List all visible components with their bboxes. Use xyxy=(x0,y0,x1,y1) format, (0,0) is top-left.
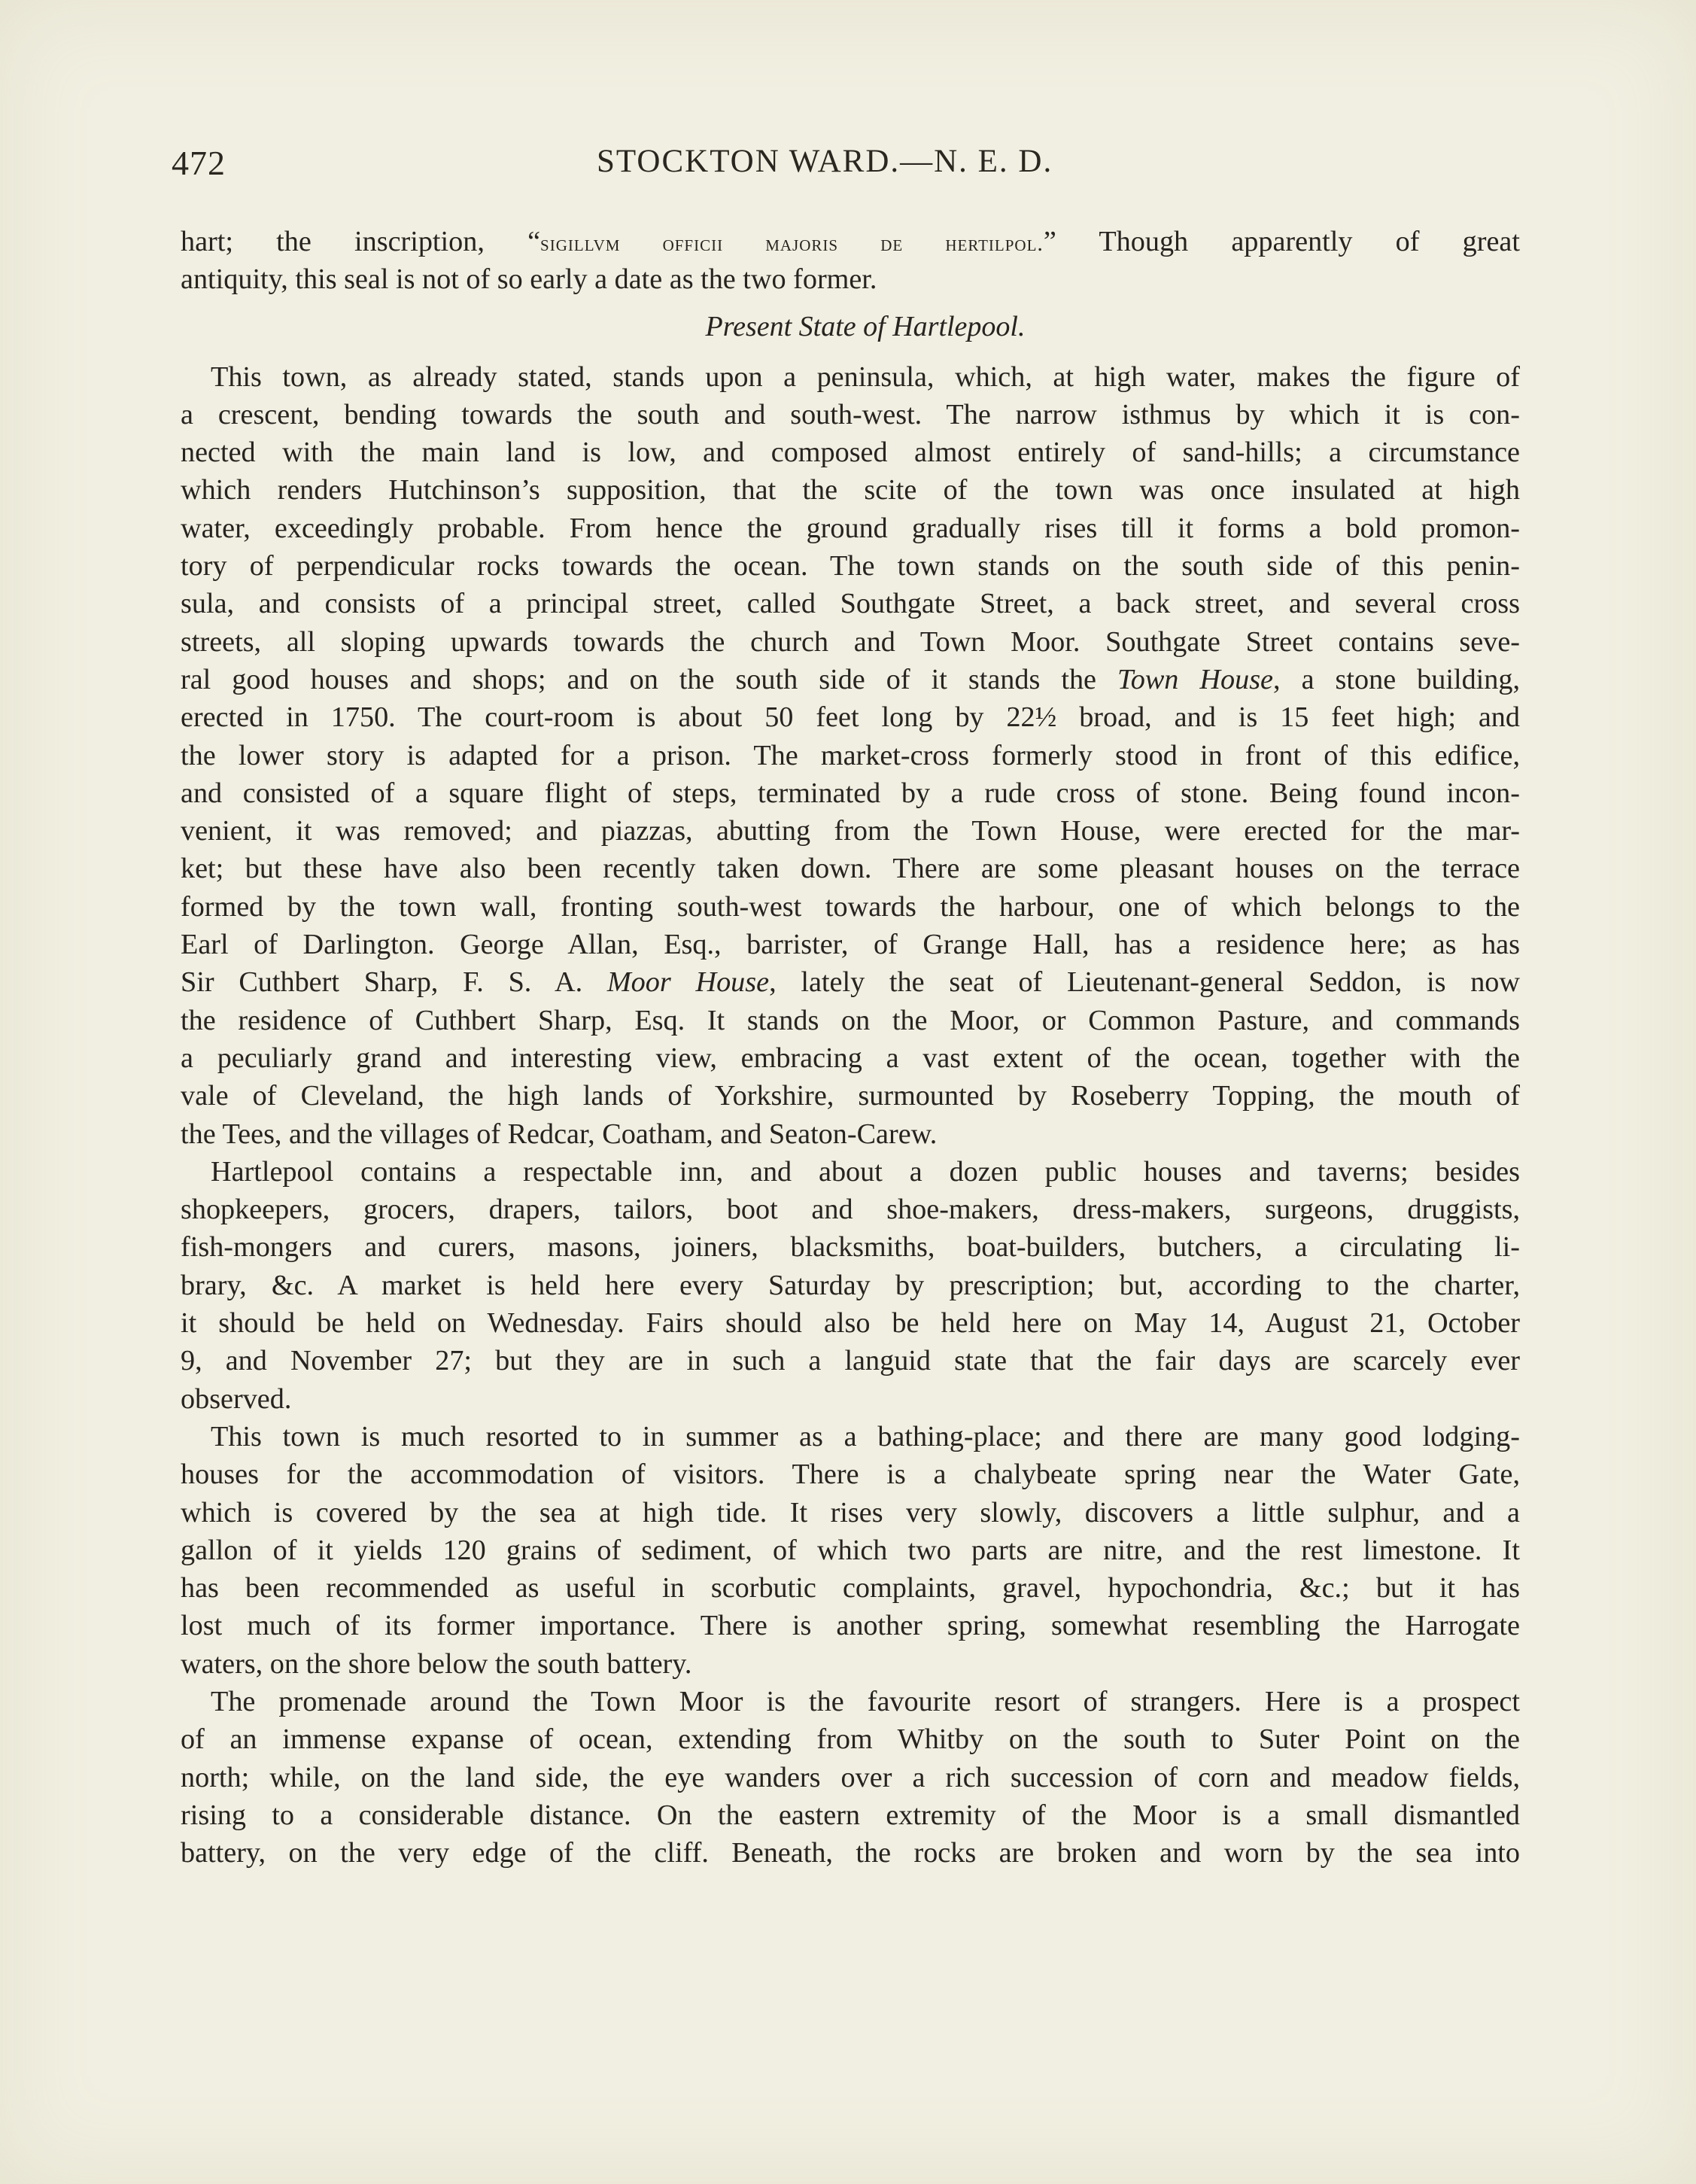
page-header xyxy=(172,143,1518,196)
text-line: tory of perpendicular rocks towards the ocean. The town stands on the south side of this penin- xyxy=(181,550,1520,583)
paragraph-3 xyxy=(181,1418,1520,1683)
text-line: battery, on the very edge of the cliff. Beneath, the rocks are broken and worn by the sea into xyxy=(181,1837,1520,1869)
text-line: Sir Cuthbert Sharp, F. S. A. Moor House, lately the seat of Lieutenant-general Seddon, is now xyxy=(181,966,1520,999)
paragraph-1 xyxy=(181,358,1520,1153)
text-line: houses for the accommodation of visitors. There is a chalybeate spring near the Water Gate, xyxy=(181,1459,1520,1491)
text-line: gallon of it yields 120 grains of sediment, of which two parts are nitre, and the rest limestone. It xyxy=(181,1534,1520,1566)
text-line: The promenade around the Town Moor is the favourite resort of strangers. Here is a prospect xyxy=(211,1685,1520,1717)
text-line: Hartlepool contains a respectable inn, and about a dozen public houses and taverns; besides xyxy=(211,1155,1520,1188)
town-house-name: Town House xyxy=(1117,663,1273,695)
text-line: ket; but these have also been recently taken down. There are some pleasant houses on the terrace xyxy=(181,853,1520,885)
intro-paragraph xyxy=(181,223,1520,299)
text-line: formed by the town wall, fronting south-west towards the harbour, one of which belongs to the xyxy=(181,890,1520,923)
running-head: STOCKTON WARD.—N. E. D. xyxy=(597,144,1053,179)
text-line: ral good houses and shops; and on the south side of it stands the Town House, a stone building, xyxy=(181,663,1520,695)
text-line: nected with the main land is low, and composed almost entirely of sand-hills; a circumstance xyxy=(181,436,1520,469)
text-line: which renders Hutchinson’s supposition, that the scite of the town was once insulated at high xyxy=(181,474,1520,506)
seal-inscription: sigillvm officii majoris de hertilpol. xyxy=(540,231,1044,256)
text-line: has been recommended as useful in scorbutic complaints, gravel, hypochondria, &c.; but it has xyxy=(181,1572,1520,1605)
text-line: the lower story is adapted for a prison. The market-cross formerly stood in front of this edifice, xyxy=(181,739,1520,771)
text-line: sula, and consists of a principal street, called Southgate Street, a back street, and several cross xyxy=(181,588,1520,620)
text-line: waters, on the shore below the south battery. xyxy=(181,1647,692,1680)
section-heading: Present State of Hartlepool. xyxy=(705,310,1026,342)
text-line: This town is much resorted to in summer as a bathing-place; and there are many good lodging- xyxy=(211,1420,1520,1452)
text-line: of an immense expanse of ocean, extending from Whitby on the south to Suter Point on the xyxy=(181,1723,1520,1756)
text-line: venient, it was removed; and piazzas, abutting from the Town House, were erected for the mar- xyxy=(181,815,1520,847)
text-line: it should be held on Wednesday. Fairs should also be held here on May 14, August 21, October xyxy=(181,1307,1520,1340)
text-line: 9, and November 27; but they are in such a languid state that the fair days are scarcely ever xyxy=(181,1345,1520,1377)
text-line: rising to a considerable distance. On the eastern extremity of the Moor is a small dismantled xyxy=(181,1799,1520,1831)
text-line: a crescent, bending towards the south and south-west. The narrow isthmus by which it is con- xyxy=(181,398,1520,430)
paragraph-2 xyxy=(181,1153,1520,1418)
text-line: lost much of its former importance. There is another spring, somewhat resembling the Harrogate xyxy=(181,1610,1520,1642)
text-line: Earl of Darlington. George Allan, Esq., barrister, of Grange Hall, has a residence here; as has xyxy=(181,929,1520,961)
text-line: the residence of Cuthbert Sharp, Esq. It stands on the Moor, or Common Pasture, and commands xyxy=(181,1004,1520,1036)
text-line: fish-mongers and curers, masons, joiners, blacksmiths, boat-builders, butchers, a circulating li- xyxy=(181,1231,1520,1264)
page-number: 472 xyxy=(172,144,226,182)
text-line: which is covered by the sea at high tide. It rises very slowly, discovers a little sulphur, and a xyxy=(181,1496,1520,1528)
moor-house-name: Moor House xyxy=(606,966,770,999)
text-line: erected in 1750. The court-room is about 50 feet long by 22½ broad, and is 15 feet high; and xyxy=(181,701,1520,734)
text-line: This town, as already stated, stands upon a peninsula, which, at high water, makes the figure of xyxy=(211,360,1520,393)
paragraph-4 xyxy=(181,1683,1520,1872)
text-line: vale of Cleveland, the high lands of Yorkshire, surmounted by Roseberry Topping, the mouth of xyxy=(181,1080,1520,1112)
text-line: hart; the inscription, “sigillvm officii majoris de hertilpol.” Though apparently of great xyxy=(181,226,1520,257)
body-text xyxy=(181,223,1520,1872)
text-line: north; while, on the land side, the eye wanders over a rich succession of corn and meadow fields, xyxy=(181,1761,1520,1793)
text-line: a peculiarly grand and interesting view, embracing a vast extent of the ocean, together with the xyxy=(181,1042,1520,1074)
text-line: and consisted of a square flight of steps, terminated by a rude cross of stone. Being found incon- xyxy=(181,777,1520,809)
text-line: the Tees, and the villages of Redcar, Coatham, and Seaton-Carew. xyxy=(181,1118,938,1150)
text-line: observed. xyxy=(181,1382,292,1415)
text-line: brary, &c. A market is held here every Saturday by prescription; but, according to the charter, xyxy=(181,1269,1520,1301)
text-line: antiquity, this seal is not of so early a date as the two former. xyxy=(181,263,877,296)
text-line: shopkeepers, grocers, drapers, tailors, boot and shoe-makers, dress-makers, surgeons, druggists, xyxy=(181,1194,1520,1226)
text-line: streets, all sloping upwards towards the church and Town Moor. Southgate Street contains seve- xyxy=(181,625,1520,658)
text-line: water, exceedingly probable. From hence the ground gradually rises till it forms a bold promon- xyxy=(181,512,1520,544)
